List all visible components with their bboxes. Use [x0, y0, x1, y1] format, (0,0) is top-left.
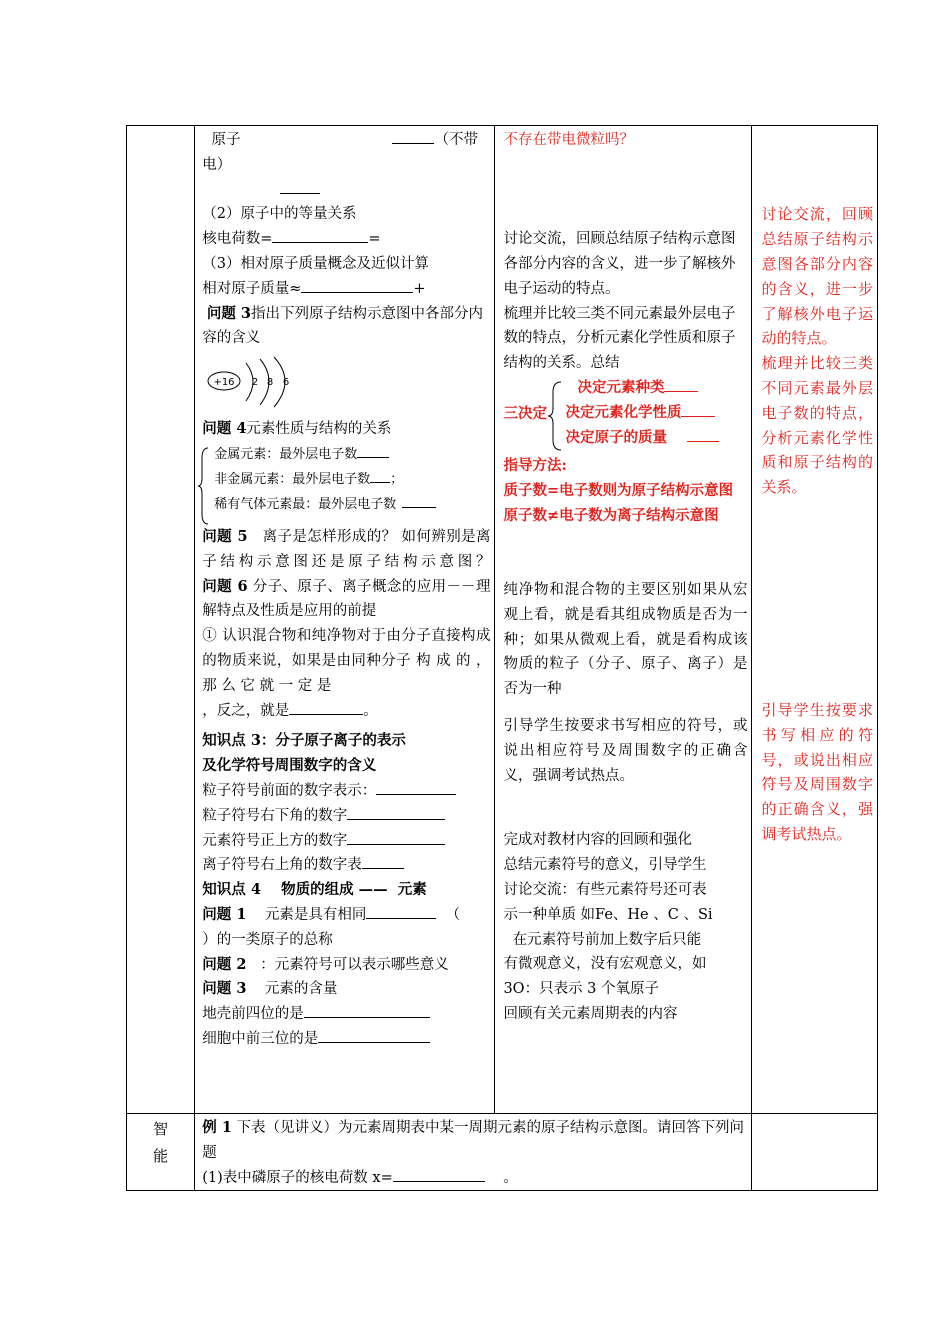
q4-title	[202, 417, 490, 442]
k3-item-label: 粒子符号前面的数字表示：	[202, 782, 377, 799]
side-char-1: 智	[153, 1120, 169, 1138]
p1-label: 问题 1	[202, 905, 247, 923]
example-q1	[202, 1166, 745, 1191]
finish-line: 总结元素符号的意义，引导学生	[503, 857, 707, 874]
atom-blank-line	[202, 178, 490, 203]
atom-line	[202, 128, 490, 153]
q6-item-1: ① 认识混合物和纯净物对于由分子直接构成的物质来说，如果是由同种分子 构 成 的 ， 那 么 它 就 一 定 是	[202, 628, 491, 694]
shell-count-1: 2	[252, 377, 259, 389]
q4-item-noble	[214, 492, 490, 517]
example-q1-end: 。	[503, 1169, 518, 1186]
finish-line: 在元素符号前加上数字后只能	[503, 931, 702, 948]
q3-block	[202, 302, 490, 352]
decide-item-2	[565, 401, 715, 426]
p1-line	[202, 903, 490, 928]
equal-title: （2）原子中的等量关系	[202, 206, 357, 223]
crust-line	[202, 1002, 490, 1027]
example-label: 例 1	[202, 1119, 232, 1136]
q4-item-label: 稀有气体元素最：最外层电子数	[214, 496, 397, 512]
table-row	[127, 1114, 878, 1191]
k4-mid: 物质的组成	[281, 881, 354, 899]
q4-list	[202, 442, 490, 517]
q4-item-nonmetal	[214, 467, 490, 492]
brace-icon	[547, 380, 563, 452]
q4-text: 元素性质与结构的关系	[246, 421, 392, 438]
nuclear-charge-line	[202, 227, 490, 252]
p3-text: 元素的含量	[264, 981, 338, 998]
shell-count-3: 6	[283, 377, 290, 389]
finish-line: 示一种单质 如Fe、He 、C 、Si	[503, 906, 713, 923]
k4-dash: ——	[358, 881, 388, 899]
intent-cell	[752, 126, 878, 1114]
decide-item-label: 决定元素种类	[577, 378, 665, 396]
top-question: 不存在带电微粒吗？	[503, 132, 634, 148]
q5-label: 问题 5	[202, 527, 248, 545]
table-row	[127, 126, 878, 1114]
intent-2: 梳理并比较三类不同元素最外层电子数的特点，分析元素化学性质和原子结构的关系。	[761, 354, 873, 497]
review-text: 讨论交流，回顾总结原子结构示意图各部分内容的含义，进一步了解核外电子运动的特点。	[503, 231, 736, 297]
q4-colon: ；	[390, 471, 404, 487]
cell-label: 细胞中前三位的是	[202, 1030, 319, 1047]
intent-3: 引导学生按要求书写相应的符号，或说出相应符号及周围数字的正确含义，强调考试热点。	[761, 700, 873, 843]
q4-item-label: 非金属元素：最外层电子数	[214, 471, 371, 487]
k3-item-label: 离子符号右上角的数字表	[202, 857, 362, 874]
q3-label: 问题 3	[206, 304, 252, 322]
decide-item-label: 决定原子的质量	[565, 428, 667, 446]
decide-item-1	[577, 376, 698, 401]
example-body: 下表（见讲义）为元素周期表中某一周期元素的原子结构示意图。请回答下列问题	[202, 1120, 745, 1161]
example-side-cell	[752, 1114, 878, 1191]
brace-icon	[198, 446, 210, 526]
p2-text: ：元素符号可以表示哪些意义	[260, 956, 449, 973]
k3-item-2	[202, 804, 490, 829]
intent-1: 讨论交流，回顾总结原子结构示意图各部分内容的含义，进一步了解核外电子运动的特点。	[761, 205, 873, 348]
three-decides	[503, 376, 747, 454]
shell-count-2: 8	[267, 377, 274, 389]
p1-paren: （	[445, 906, 461, 923]
p2-line	[202, 953, 490, 978]
example-cell	[195, 1114, 752, 1191]
k3-item-4	[202, 853, 490, 878]
atom-tail2: 电）	[202, 156, 232, 173]
k3-item-1	[202, 779, 490, 804]
method-2: 原子数≠电子数为离子结构示意图	[503, 506, 719, 524]
k4-label: 知识点 4	[202, 881, 261, 899]
cell-line	[202, 1027, 490, 1052]
q4-item-metal	[214, 442, 490, 467]
pure-mixture-text: 纯净物和混合物的主要区别如果从宏观上看，就是看其组成物质是否为一种；如果从微观上看，就是看构成该物质的粒子（分子、原子、离子）是否为一种	[503, 581, 748, 698]
activity-cell	[495, 126, 752, 1114]
crust-label: 地壳前四位的是	[202, 1006, 304, 1023]
decide-label: 三决定	[503, 404, 547, 422]
q6-item-2-end: 。	[363, 702, 378, 719]
atom-label: 原子	[211, 132, 241, 148]
q4-label: 问题 4	[202, 420, 247, 438]
p3-label: 问题 3	[202, 980, 247, 998]
example-q1-text: (1)表中磷原子的核电荷数 x=	[202, 1169, 393, 1186]
example-text	[202, 1116, 745, 1166]
p2-label: 问题 2	[202, 955, 247, 973]
p1-rest: ）的一类原子的总称	[202, 931, 333, 948]
k3-title-2: 及化学符号周围数字的含义	[202, 757, 377, 775]
nucleus-label: +16	[213, 377, 235, 389]
nuclear-charge-label: 核电荷数=	[202, 231, 273, 248]
q5-block	[202, 525, 490, 575]
method-title: 指导方法:	[503, 456, 567, 474]
q3-text: 指出下列原子结构示意图中各部分内容的含义	[202, 305, 484, 347]
k3-item-3	[202, 829, 490, 854]
q6-item-2-text: ，反之，就是	[202, 702, 290, 719]
compare-text: 梳理并比较三类不同元素最外层电子数的特点，分析元素化学性质和原子结构的关系。总结	[503, 305, 736, 372]
finish-line: 完成对教材内容的回顾和强化	[503, 832, 692, 849]
finish-line: 回顾有关元素周期表的内容	[503, 1005, 678, 1022]
side-cell	[127, 1114, 195, 1191]
decide-item-label: 决定元素化学性质	[565, 403, 682, 421]
k4-title	[202, 878, 490, 903]
relmass-line	[202, 277, 490, 302]
atom-tail: （不带	[434, 132, 478, 148]
atom-structure-diagram	[202, 355, 312, 409]
relmass-title: （3）相对原子质量概念及近似计算	[202, 255, 429, 272]
finish-line: 3O：只表示 3 个氧原子	[503, 981, 660, 998]
k4-end: 元素	[397, 881, 427, 899]
p3-line	[202, 977, 490, 1002]
k3-item-label: 元素符号正上方的数字	[202, 832, 348, 849]
decide-item-3	[565, 426, 719, 451]
p1-text: 元素是具有相同	[264, 906, 367, 923]
q6-block	[202, 575, 490, 625]
nuclear-eq: =	[368, 231, 381, 248]
q6-label: 问题 6	[202, 577, 248, 595]
side-cell-empty	[127, 126, 195, 1114]
finish-line: 有微观意义，没有宏观意义，如	[503, 956, 707, 973]
q6-text: 分子、原子、离子概念的应用－－理解特点及性质是应用的前提	[202, 578, 491, 620]
q4-item-label: 金属元素：最外层电子数	[214, 446, 358, 462]
q6-item-2	[202, 699, 490, 724]
lesson-table	[126, 125, 878, 1191]
guide-text: 引导学生按要求书写相应的符号，或说出相应符号及周围数字的正确含义，强调考试热点。	[503, 717, 748, 784]
method-1: 质子数=电子数则为原子结构示意图	[503, 481, 734, 499]
relmass-plus: +	[413, 280, 426, 297]
content-cell	[195, 126, 495, 1114]
side-char-2: 能	[153, 1147, 169, 1165]
q5-text: 离子是怎样形成的？ 如何辨别是离子结构示意图还是原子结构示意图？	[202, 528, 491, 570]
k3-item-label: 粒子符号右下角的数字	[202, 807, 348, 824]
k3-title-1: 知识点 3：分子原子离子的表示	[202, 732, 406, 750]
finish-line: 讨论交流：有些元素符号还可表	[503, 881, 707, 898]
relmass-label: 相对原子质量≈	[202, 280, 302, 297]
